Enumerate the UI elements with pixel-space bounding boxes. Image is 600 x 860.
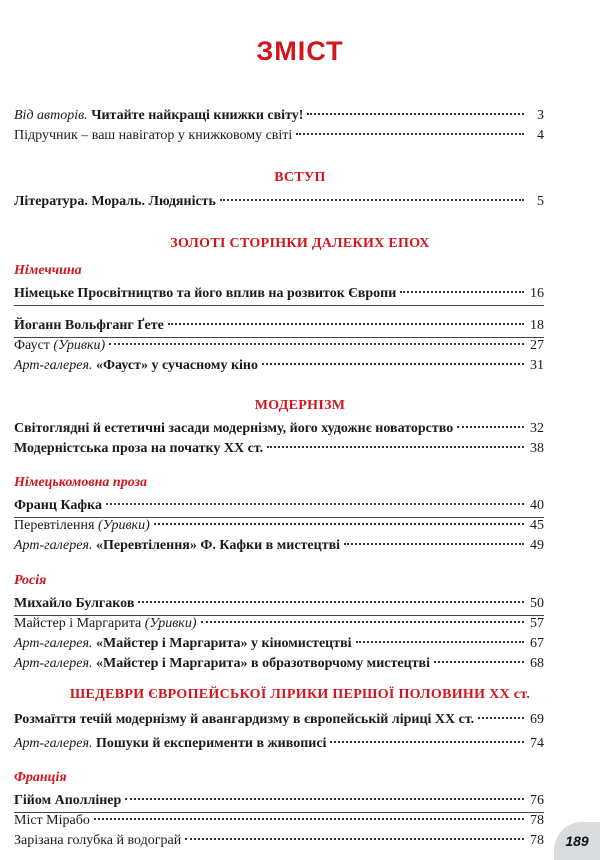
toc-entry-text-part: Арт-галерея. [14, 656, 93, 671]
toc-entry[interactable] [14, 537, 544, 555]
toc-entry-title [14, 812, 90, 830]
toc-page-number: 69 [530, 712, 544, 727]
group-heading: Франція [14, 770, 67, 785]
toc-entry[interactable] [14, 317, 544, 335]
toc-entry[interactable] [14, 517, 544, 535]
dot-leader [296, 133, 524, 135]
toc-entry-title [14, 615, 197, 633]
toc-entry-text-part: Михайло Булгаков [14, 596, 135, 611]
toc-entry-title [14, 497, 102, 515]
toc-page-number: 27 [530, 338, 544, 353]
toc-entry-title [14, 337, 105, 355]
toc-entry-text-part: (Уривки) [97, 518, 150, 533]
toc-entry-text-part: Гійом Аполлінер [14, 793, 122, 808]
dot-leader [262, 363, 524, 365]
toc-entry-text-part: Німецьке Просвітництво та його вплив на розвиток Європи [14, 286, 397, 301]
toc-entry[interactable] [14, 595, 544, 613]
dot-leader [220, 199, 524, 201]
toc-page-number: 50 [530, 596, 544, 611]
toc-entry[interactable] [14, 193, 544, 211]
toc-entry-text-part: Арт-галерея. [14, 538, 93, 553]
dot-leader [457, 426, 524, 428]
toc-entry-title [14, 595, 134, 613]
toc-entry[interactable] [14, 420, 544, 438]
dot-leader [400, 291, 524, 293]
toc-entry[interactable] [14, 792, 544, 810]
toc-entry-text-part: Підручник – ваш навігатор у книжковому світі [14, 128, 293, 143]
toc-entry-text-part: «Майстер і Маргарита» у кіномистецтві [92, 636, 352, 651]
toc-entry-text-part: Від авторів. [14, 108, 88, 123]
dot-leader [356, 641, 524, 643]
toc-page-number: 40 [530, 498, 544, 513]
toc-entry[interactable] [14, 735, 544, 753]
dot-leader [330, 741, 524, 743]
dot-leader [344, 543, 524, 545]
toc-entry[interactable] [14, 812, 544, 830]
toc-entry-text-part: Арт-галерея. [14, 636, 93, 651]
dot-leader [94, 818, 524, 820]
toc-entry-text-part: Модерністська проза на початку XX ст. [14, 441, 264, 456]
toc-entry-title [14, 635, 352, 653]
group-heading: Німецькомовна проза [14, 475, 147, 490]
toc-entry-text-part: Перевтілення [14, 518, 98, 533]
toc-entry-text-part: «Перевтілення» Ф. Кафки в мистецтві [92, 538, 341, 553]
toc-entry-title [14, 285, 396, 303]
dot-leader [168, 323, 524, 325]
toc-entry-text-part: Міст Мірабо [14, 813, 90, 828]
toc-page-number: 16 [530, 286, 544, 301]
dot-leader [267, 446, 524, 448]
dot-leader [109, 343, 524, 345]
toc-page-number: 68 [530, 656, 544, 671]
toc-entry-title [14, 735, 326, 753]
toc-entry-text-part: «Фауст» у сучасному кіно [92, 358, 258, 373]
toc-entry-text-part: (Уривки) [144, 616, 197, 631]
dot-leader [154, 523, 524, 525]
toc-entry-text-part: Арт-галерея. [14, 736, 93, 751]
toc-entry[interactable] [14, 440, 544, 458]
section-heading: МОДЕРНІЗМ [254, 398, 346, 413]
dot-leader [478, 717, 524, 719]
toc-entry-text-part: Пошуки й експерименти в живописі [92, 736, 327, 751]
toc-entry[interactable] [14, 107, 544, 125]
toc-entry-text-part: Йоганн Вольфганг Ґете [14, 318, 164, 333]
toc-entry-text-part: «Майстер і Маргарита» в образотворчому мистецтві [92, 656, 430, 671]
toc-entry-title [14, 655, 430, 673]
toc-entry-title [14, 127, 292, 145]
section-heading: ШЕДЕВРИ ЄВРОПЕЙСЬКОЇ ЛІРИКИ ПЕРШОЇ ПОЛОВИНИ XX ст. [69, 687, 531, 702]
section-heading: ЗОЛОТІ СТОРІНКИ ДАЛЕКИХ ЕПОХ [170, 236, 430, 251]
group-heading: Росія [14, 573, 47, 588]
toc-entry[interactable] [14, 497, 544, 515]
toc-entry-text-part: (Уривки) [53, 338, 106, 353]
entry-underline [14, 305, 544, 306]
toc-entry-title [14, 193, 216, 211]
toc-page-number: 4 [537, 128, 544, 143]
dot-leader [434, 661, 524, 663]
toc-page-number: 57 [530, 616, 544, 631]
toc-page-number: 74 [530, 736, 544, 751]
toc-entry[interactable] [14, 635, 544, 653]
toc-page-number: 76 [530, 793, 544, 808]
dot-leader [307, 113, 524, 115]
page-title: ЗМІСТ [256, 36, 344, 66]
dot-leader [138, 601, 524, 603]
toc-entry-text-part: Франц Кафка [14, 498, 102, 513]
toc-entry-text-part: Фауст [14, 338, 54, 353]
toc-page-number: 67 [530, 636, 544, 651]
toc-entry[interactable] [14, 832, 544, 850]
group-heading: Німеччина [14, 263, 82, 278]
toc-entry-text-part: Література. Мораль. Людяність [14, 194, 216, 209]
toc-entry-text-part: Зарізана голубка й водограй [14, 833, 182, 848]
toc-page-number: 45 [530, 518, 544, 533]
toc-entry-title [14, 517, 150, 535]
toc-page-number: 5 [537, 194, 544, 209]
toc-page-number: 78 [530, 833, 544, 848]
toc-page-number: 49 [530, 538, 544, 553]
toc-entry-title [14, 832, 181, 850]
dot-leader [125, 798, 524, 800]
dot-leader [106, 503, 524, 505]
toc-entry[interactable] [14, 655, 544, 673]
toc-entry-title [14, 357, 258, 375]
page-number-badge: 189 [554, 822, 600, 860]
toc-page-number: 31 [530, 358, 544, 373]
toc-entry[interactable] [14, 285, 544, 303]
toc-entry[interactable] [14, 711, 544, 729]
toc-entry-title [14, 711, 474, 729]
toc-entry-text-part: Майстер і Маргарита [14, 616, 145, 631]
toc-entry[interactable] [14, 357, 544, 375]
toc-entry-title [14, 792, 121, 810]
toc-entry-title [14, 537, 340, 555]
toc-entry-text-part: Розмаїття течій модернізму й авангардизму в європейській ліриці XX ст. [14, 712, 475, 727]
toc-entry-text-part: Світоглядні й естетичні засади модернізму, його художнє новаторство [14, 421, 454, 436]
dot-leader [185, 838, 524, 840]
toc-entry[interactable] [14, 615, 544, 633]
toc-entry-title [14, 317, 164, 335]
toc-entry-title [14, 440, 263, 458]
toc-page-number: 3 [537, 108, 544, 123]
toc-entry[interactable] [14, 127, 544, 145]
toc-page-number: 78 [530, 813, 544, 828]
toc-entry-text-part: Читайте найкращі книжки світу! [87, 108, 304, 123]
toc-page-number: 38 [530, 441, 544, 456]
toc-entry[interactable] [14, 337, 544, 355]
section-heading: ВСТУП [274, 170, 326, 185]
toc-entry-title [14, 107, 303, 125]
dot-leader [201, 621, 524, 623]
toc-page-number: 32 [530, 421, 544, 436]
toc-entry-text-part: Арт-галерея. [14, 358, 93, 373]
toc-entry-title [14, 420, 453, 438]
toc-page-number: 18 [530, 318, 544, 333]
